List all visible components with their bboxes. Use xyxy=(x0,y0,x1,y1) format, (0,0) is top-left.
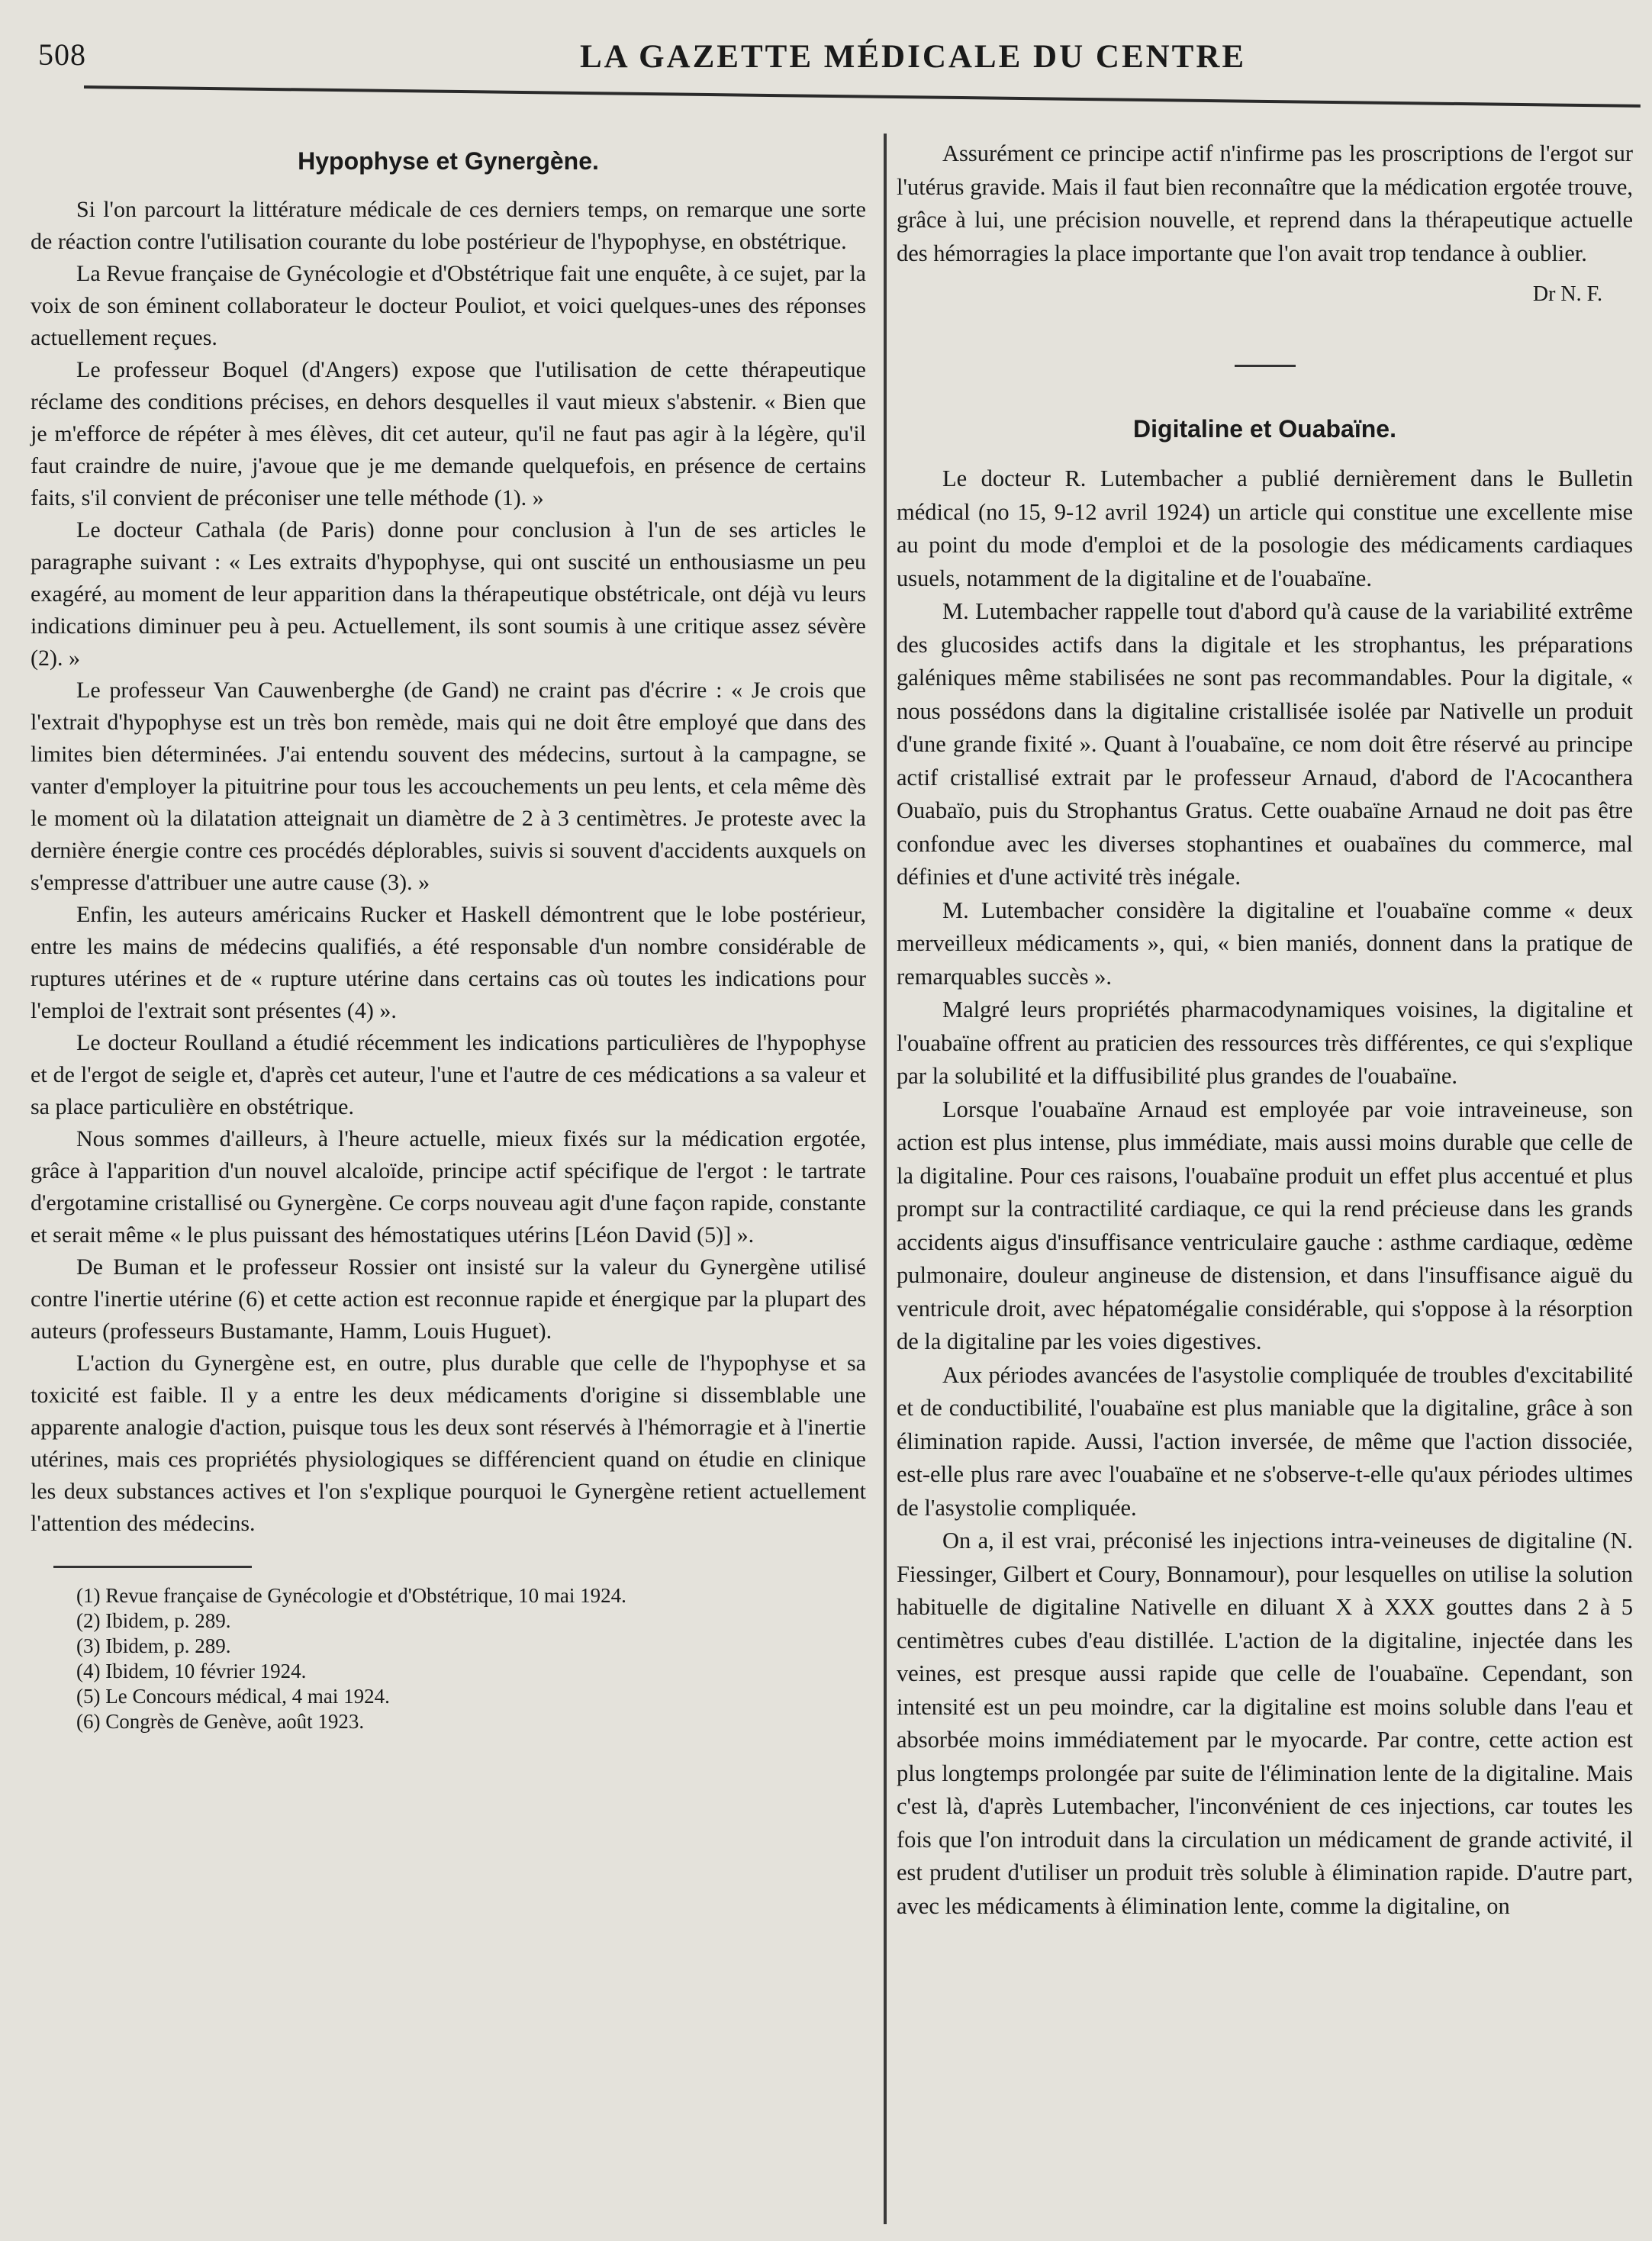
page-header xyxy=(0,0,1652,85)
section-separator xyxy=(1235,365,1296,367)
header-rule xyxy=(84,85,1641,108)
footnote: (6) Congrès de Genève, août 1923. xyxy=(76,1710,365,1733)
paragraph: M. Lutembacher considère la digitaline et l'ouabaïne comme « deux merveilleux médicaments », qui, « bien maniés, donnent dans la pratique de remarquables succès ». xyxy=(897,897,1633,990)
paragraph: Enfin, les auteurs américains Rucker et Haskell démontrent que le lobe postérieur, entre les mains de médecins qualifiés, a été responsable d'un nombre considérable de ruptures utérines et de « rupture utérine dans certains cas où toutes les indications pour l'emploi de l'extrait sont présentes (4) ». xyxy=(31,902,866,1023)
article-title-digitaline: Digitaline et Ouabaïne. xyxy=(1133,414,1396,443)
footnote: (3) Ibidem, p. 289. xyxy=(76,1634,231,1657)
paragraph: Le professeur Van Cauwenberghe (de Gand) ne craint pas d'écrire : « Je crois que l'extrait d'hypophyse est un très bon remède, mais qui ne doit être employé que dans des limites bien déterminées. J'ai entendu souvent des médecins, surtout à la campagne, se vanter d'employer la pituitrine pour tous les accouchements un peu lents, et cela même dès le moment où la dilatation atteignait un diamètre de 2 à 3 centimètres. Je proteste avec la dernière énergie contre ces procédés déplorables, suivis si souvent d'accidents auxquels on s'empresse d'attribuer une autre cause (3). » xyxy=(31,678,866,895)
paragraph: Assurément ce principe actif n'infirme pas les proscriptions de l'ergot sur l'utérus gravide. Mais il faut bien reconnaître que la médication ergotée trouve, grâce à lui, une précision nouvelle, et reprend dans la thérapeutique actuelle des hémorragies la place importante que l'on avait trop tendance à oublier. xyxy=(897,140,1633,266)
footnote: (5) Le Concours médical, 4 mai 1924. xyxy=(76,1685,390,1708)
article-title-hypophyse: Hypophyse et Gynergène. xyxy=(298,147,599,175)
footnotes xyxy=(31,1583,866,1734)
paragraph: Le docteur Cathala (de Paris) donne pour conclusion à l'un de ses articles le paragraphe suivant : « Les extraits d'hypophyse, qui ont suscité un enthousiasme un peu exagéré, au moment de leur apparition dans la thérapeutique obstétricale, ont déjà vu leurs indications diminuer peu à peu. Actuellement, ils sont soumis à une critique assez sévère (2). » xyxy=(31,517,866,671)
page-number: 508 xyxy=(38,37,86,72)
paragraph: De Buman et le professeur Rossier ont insisté sur la valeur du Gynergène utilisé contre l'inertie utérine (6) et cette action est reconnue rapide et énergique par la plupart des auteurs (professeurs Bustamante, Hamm, Louis Huguet). xyxy=(31,1254,866,1344)
author-signature: Dr N. F. xyxy=(1532,282,1602,306)
paragraph: Nous sommes d'ailleurs, à l'heure actuelle, mieux fixés sur la médication ergotée, grâce à l'apparition d'un nouvel alcaloïde, principe actif spécifique de l'ergot : le tartrate d'ergotamine cristallisé ou Gynergène. Ce corps nouveau agit d'une façon rapide, constante et serait même « le plus puissant des hémostatiques utérins [Léon David (5)] ». xyxy=(31,1126,866,1248)
paragraph: Le professeur Boquel (d'Angers) expose que l'utilisation de cette thérapeutique réclame des conditions précises, en dehors desquelles il vaut mieux s'abstenir. « Bien que je m'efforce de répéter à mes élèves, dit cet auteur, qu'il ne faut pas agir à la légère, qu'il faut craindre de nuire, j'avoue que je me demande quelquefois, en présence de certains faits, s'il convient de préconiser une telle méthode (1). » xyxy=(31,357,866,510)
right-column xyxy=(897,137,1633,1923)
paragraph: Lorsque l'ouabaïne Arnaud est employée par voie intraveineuse, son action est plus intense, plus immédiate, mais aussi moins durable que celle de la digitaline. Pour ces raisons, l'ouabaïne produit un effet plus accentué et plus prompt sur la contractilité cardiaque, ce qui la rend précieuse dans les grands accidents aigus d'insuffisance ventriculaire gauche : asthme cardiaque, œdème pulmonaire, douleur angineuse de distension, et dans l'insuffisance aiguë du ventricule droit, avec hépatomégalie considérable, qui s'oppose à la résorption de la digitaline par les voies digestives. xyxy=(897,1096,1633,1354)
footnote: (4) Ibidem, 10 février 1924. xyxy=(76,1660,307,1682)
paragraph: La Revue française de Gynécologie et d'Obstétrique fait une enquête, à ce sujet, par la voix de son éminent collaborateur le docteur Pouliot, et voici quelques-unes des réponses actuellement reçues. xyxy=(31,261,866,350)
paragraph: L'action du Gynergène est, en outre, plus durable que celle de l'hypophyse et sa toxicité est faible. Il y a entre les deux médicaments d'origine si dissemblable une apparente analogie d'action, puisque tous les deux sont réservés à l'hémorragie et à l'inertie utérines, mais ces propriétés physiologiques se différencient quand on étudie en clinique les deux substances actives et l'on s'explique pourquoi le Gynergène retient actuellement l'attention des médecins. xyxy=(31,1351,866,1536)
paragraph: Le docteur R. Lutembacher a publié dernièrement dans le Bulletin médical (no 15, 9-12 avril 1924) un article qui constitue une excellente mise au point du mode d'emploi et de la posologie des médicaments cardiaques usuels, notamment de la digitaline et de l'ouabaïne. xyxy=(897,465,1633,591)
journal-title: LA GAZETTE MÉDICALE DU CENTRE xyxy=(580,39,1247,75)
paragraph: On a, il est vrai, préconisé les injections intra-veineuses de digitaline (N. Fiessinger, Gilbert et Coury, Bonnamour), pour lesquelles on utilise la solution habituelle de digitaline Nativelle en diluant X à XXX gouttes dans 2 à 5 centimètres cubes d'eau distillée. L'action de la digitaline, injectée dans les veines, est presque aussi rapide que celle de l'ouabaïne. Cependant, son intensité est un peu moindre, car la digitaline est moins soluble dans l'eau et absorbée moins immédiatement par le myocarde. Par contre, cette action est plus longtemps prolongée par suite de l'élimination lente de la digitaline. Mais c'est là, d'après Lutembacher, l'inconvénient de ces injections, car toutes les fois que l'on introduit dans la circulation un médicament de grande activité, il est prudent d'utiliser un produit très soluble à élimination rapide. D'autre part, avec les médicaments à élimination lente, comme la digitaline, on xyxy=(897,1528,1633,1919)
column-divider xyxy=(884,134,887,2224)
left-column xyxy=(31,137,866,1734)
paragraph: M. Lutembacher rappelle tout d'abord qu'à cause de la variabilité extrême des glucosides actifs dans la digitale et les strophantus, les préparations galéniques même stabilisées ne sont pas recommandables. Pour la digitale, « nous possédons dans la digitaline cristallisée isolée par Nativelle un produit d'une grande fixité ». Quant à l'ouabaïne, ce nom doit être réservé au principe actif cristallisé extrait par le professeur Arnaud, d'abord de l'Acocanthera Ouabaïo, puis du Strophantus Gratus. Cette ouabaïne Arnaud ne doit pas être confondue avec les diverses stophantines et ouabaïnes du commerce, mal définies et d'une activité très inégale. xyxy=(897,598,1633,890)
footnote: (1) Revue française de Gynécologie et d'Obstétrique, 10 mai 1924. xyxy=(76,1584,626,1607)
paragraph: Malgré leurs propriétés pharmacodynamiques voisines, la digitaline et l'ouabaïne offrent au praticien des ressources très différentes, ce qui s'explique par la solubilité et la diffusibilité plus grandes de l'ouabaïne. xyxy=(897,997,1633,1089)
paragraph: Aux périodes avancées de l'asystolie compliquée de troubles d'excitabilité et de conductibilité, l'ouabaïne est plus maniable que la digitaline, grâce à son élimination rapide. Aussi, l'action inversée, de même que l'action dissociée, est-elle plus rare avec l'ouabaïne et ne s'observe-t-elle qu'aux périodes ultimes de l'asystolie compliquée. xyxy=(897,1361,1633,1521)
paragraph: Si l'on parcourt la littérature médicale de ces derniers temps, on remarque une sorte de réaction contre l'utilisation courante du lobe postérieur de l'hypophyse, en obstétrique. xyxy=(31,197,866,254)
paragraph: Le docteur Roulland a étudié récemment les indications particulières de l'hypophyse et de l'ergot de seigle et, d'après cet auteur, l'une et l'autre de ces médications a sa valeur et sa place particulière en obstétrique. xyxy=(31,1030,866,1119)
footnote: (2) Ibidem, p. 289. xyxy=(76,1609,231,1632)
footnote-rule xyxy=(53,1566,252,1568)
